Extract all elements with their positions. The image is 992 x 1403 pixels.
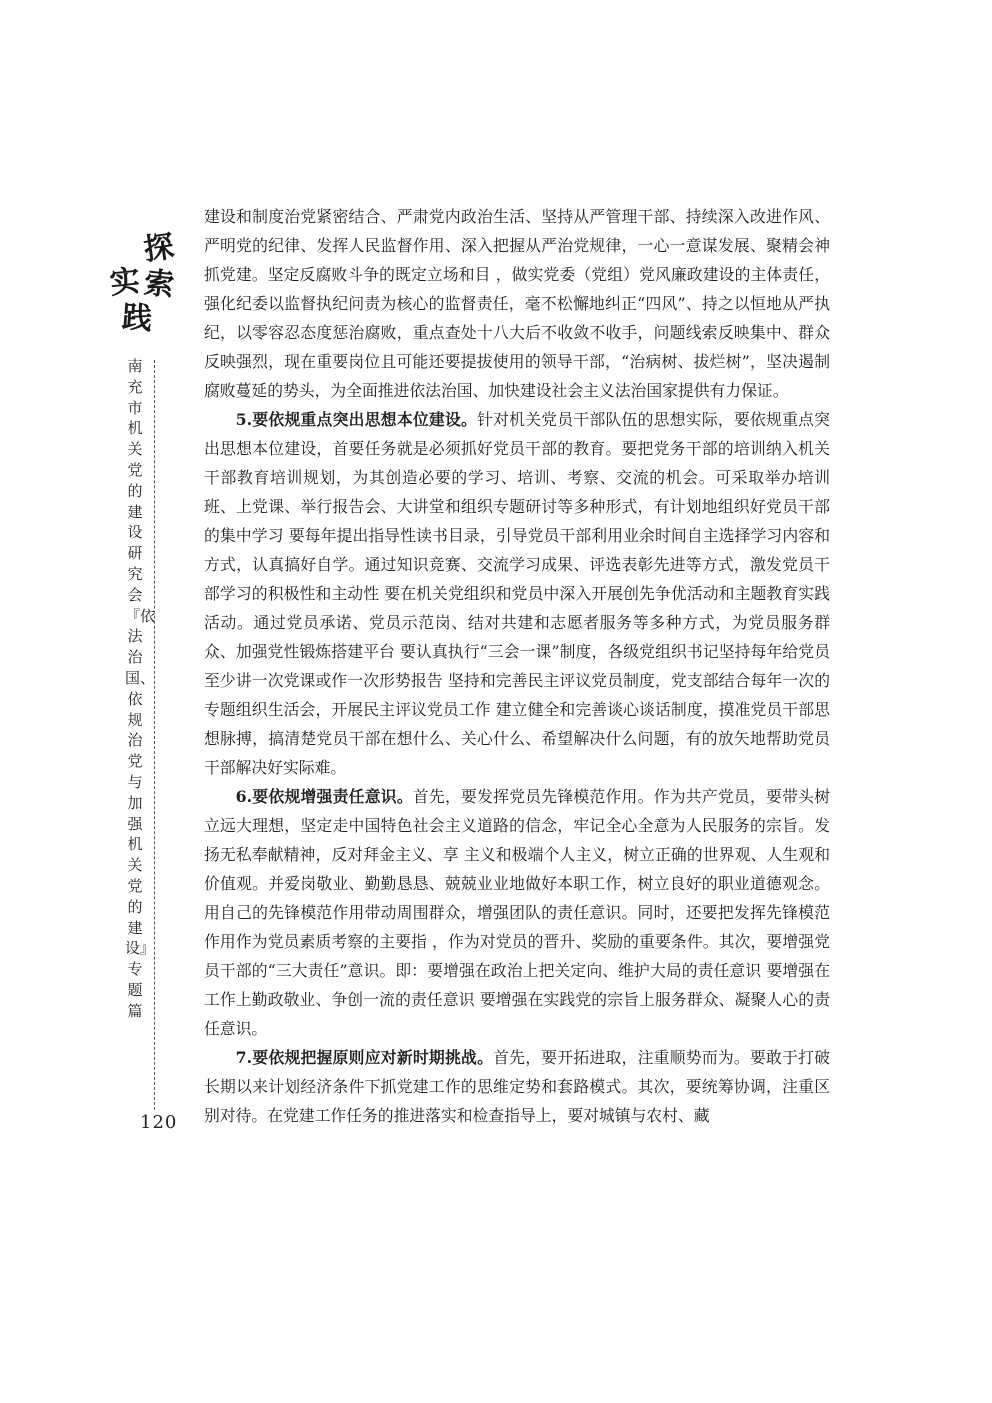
paragraph-3 (204, 782, 830, 1043)
logo-char-2: 索 (142, 265, 176, 304)
paragraph-3-heading: 6.要依规增强责任意识。 (235, 787, 413, 806)
paragraph-4-heading: 7.要依规把握原则应对新时期挑战。 (235, 1048, 494, 1067)
page-number: 120 (140, 1112, 178, 1133)
paragraph-2-text: 针对机关党员干部队伍的思想实际，要依规重点突出思想本位建设，首要任务就是必须抓好党员干部的教育。要把党务干部的培训纳入机关干部教育培训规划，为其创造必要的学习、培训、考察、交流的机会。可采取举办培训班、上党课、举行报告会、大讲堂和组织专题研讨等多种形式，有计划地组织好党员干部的集中学习 要每年提出指导性读书目录，引导党员干部利用业余时间自主选择学习内容和方式，认真搞好自学。通过知识竞赛、交流学习成果、评选表彰先进等方式，激发党员干部学习的积极性和主动性 要在机关党组织和党员中深入开展创先争优活动和主题教育实践活动。通过党员承诺、党员示范岗、结对共建和志愿者服务等多种方式，为党员服务群众、加强党性锻炼搭建平台 要认真执行“三会一课”制度，各级党组织书记坚持每年给党员至少讲一次党课或作一次形势报告 坚持和完善民主评议党员制度，党支部结合每年一次的专题组织生活会，开展民主评议党员工作 建立健全和完善谈心谈话制度，摸准党员干部思想脉搏，搞清楚党员干部在想什么、关心什么、希望解决什么问题，有的放矢地帮助党员干部解决好实际难。 (204, 410, 830, 777)
dashed-divider (154, 360, 155, 1110)
paragraph-1 (204, 202, 830, 405)
paragraph-1-text: 建设和制度治党紧密结合、严肃党内政治生活、坚持从严管理干部、持续深入改进作风、严明党的纪律、发挥人民监督作用、深入把握从严治党规律，一心一意谋发展、聚精会神抓党建。坚定反腐败斗争的既定立场和目 ，做实党委（党组）党风廉政建设的主体责任，强化纪委以监督执纪问责为核心的监督责任，毫不松懈地纠正“四风”、持之以恒地从严执纪，以零容忍态度惩治腐败，重点查处十八大后不收敛不收手，问题线索反映集中、群众反映强烈，现在重要岗位且可能还要提拔使用的领导干部，“治病树、拔烂树”，坚决遏制腐败蔓延的势头，为全面推进依法治国、加快建设社会主义法治国家提供有力保证。 (204, 207, 830, 400)
paragraph-3-text: 首先，要发挥党员先锋模范作用。作为共产党员，要带头树立远大理想，坚定走中国特色社会主义道路的信念，牢记全心全意为人民服务的宗旨。发扬无私奉献精神，反对拜金主义、享 主义和极端个人主义，树立正确的世界观、人生观和价值观。并爱岗敬业、勤勤恳恳、兢兢业业地做好本职工作，树立良好的职业道德观念。用自己的先锋模范作用带动周围群众，增强团队的责任意识。同时，还要把发挥先锋模范作用作为党员素质考察的主要指 ，作为对党员的晋升、奖励的重要条件。其次，要增强党员干部的“三大责任”意识。即：要增强在政治上把关定向、维护大局的责任意识 要增强在工作上勤政敬业、争创一流的责任意识 要增强在实践党的宗旨上服务群众、凝聚人心的责任意识。 (204, 787, 830, 1038)
paragraph-4-text: 首先，要开拓进取，注重顺势而为。要敢于打破长期以来计划经济条件下抓党建工作的思维定势和套路模式。其次，要统筹协调，注重区别对待。在党建工作任务的推进落实和检查指导上，要对城镇与农村、藏 (204, 1048, 830, 1125)
paragraph-2 (204, 405, 830, 782)
column-logo (108, 229, 188, 342)
paragraph-2-heading: 5.要依规重点突出思想本位建设。 (235, 410, 478, 429)
paragraph-4 (204, 1043, 830, 1130)
article-body (204, 202, 830, 1130)
logo-char-3: 实 (108, 263, 142, 302)
logo-char-1: 探 (141, 229, 177, 268)
vertical-section-title: 南充市机关党的建设研究会『依法治国、依规治党与加强机关党的建设』专题篇 (125, 357, 156, 1020)
logo-char-4: 践 (120, 299, 154, 338)
sidebar (108, 229, 188, 1162)
